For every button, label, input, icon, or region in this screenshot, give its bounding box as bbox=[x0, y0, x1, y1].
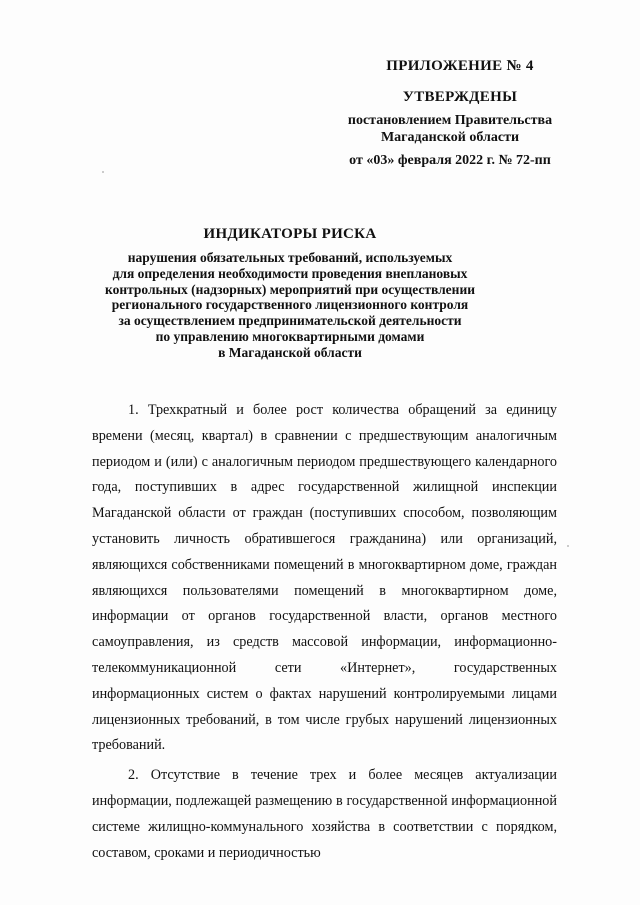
heading-line: по управлению многоквартирными домами bbox=[155, 328, 425, 344]
paragraph-2: 2. Отсутствие в течение трех и более месяцев актуализации информации, подлежащей размещению в государственной информационной системе жилищно-коммунального хозяйства в соответствии с порядком, составом, сроками и периодичностью bbox=[92, 767, 557, 861]
heading-line: регионального государственного лицензионного контроля bbox=[111, 297, 469, 313]
approval-date: от «03» февраля 2022 г. № 72-пп bbox=[349, 153, 551, 168]
heading-line: для определения необходимости проведения внеплановых bbox=[112, 265, 468, 281]
scan-speck bbox=[567, 545, 569, 547]
heading-line: контрольных (надзорных) мероприятий при осуществлении bbox=[104, 281, 476, 297]
heading-line: за осуществлением предпринимательской деятельности bbox=[118, 313, 462, 329]
document-heading bbox=[80, 226, 500, 361]
heading-line: нарушения обязательных требований, используемых bbox=[127, 250, 453, 265]
approved-by-line-2: Магаданской области bbox=[380, 130, 520, 145]
document-title: ИНДИКАТОРЫ РИСКА bbox=[203, 226, 377, 242]
document-body bbox=[92, 398, 557, 866]
appendix-title: ПРИЛОЖЕНИЕ № 4 bbox=[386, 58, 534, 74]
heading-line: в Магаданской области bbox=[218, 344, 362, 360]
appendix-header bbox=[300, 58, 600, 169]
scan-speck bbox=[102, 171, 104, 173]
paragraph-1: 1. Трехкратный и более рост количества обращений за единицу времени (месяц, квартал) в сравнении с предшествующим аналогичным периодом и (или) с аналогичным периодом предшествующего календарного года, поступивших в адрес государственной жилищной инспекции Магаданской области от граждан (поступивших способом, позволяющим установить личность обратившегося гражданина) или организаций, являющихся собственниками помещений в многоквартирном доме, граждан являющихся пользователями помещений в многоквартирном доме, информации от органов государственной власти, органов местного самоуправления, из средств массовой информации, информационно-телекоммуникационной сети «Интернет», государственных информационных систем о фактах нарушений контролируемыми лицами лицензионных требований, в том числе грубых нарушений лицензионных требований. bbox=[92, 402, 557, 754]
approved-by-line-1: постановлением Правительства bbox=[347, 113, 553, 128]
approved-label: УТВЕРЖДЕНЫ bbox=[402, 89, 518, 105]
